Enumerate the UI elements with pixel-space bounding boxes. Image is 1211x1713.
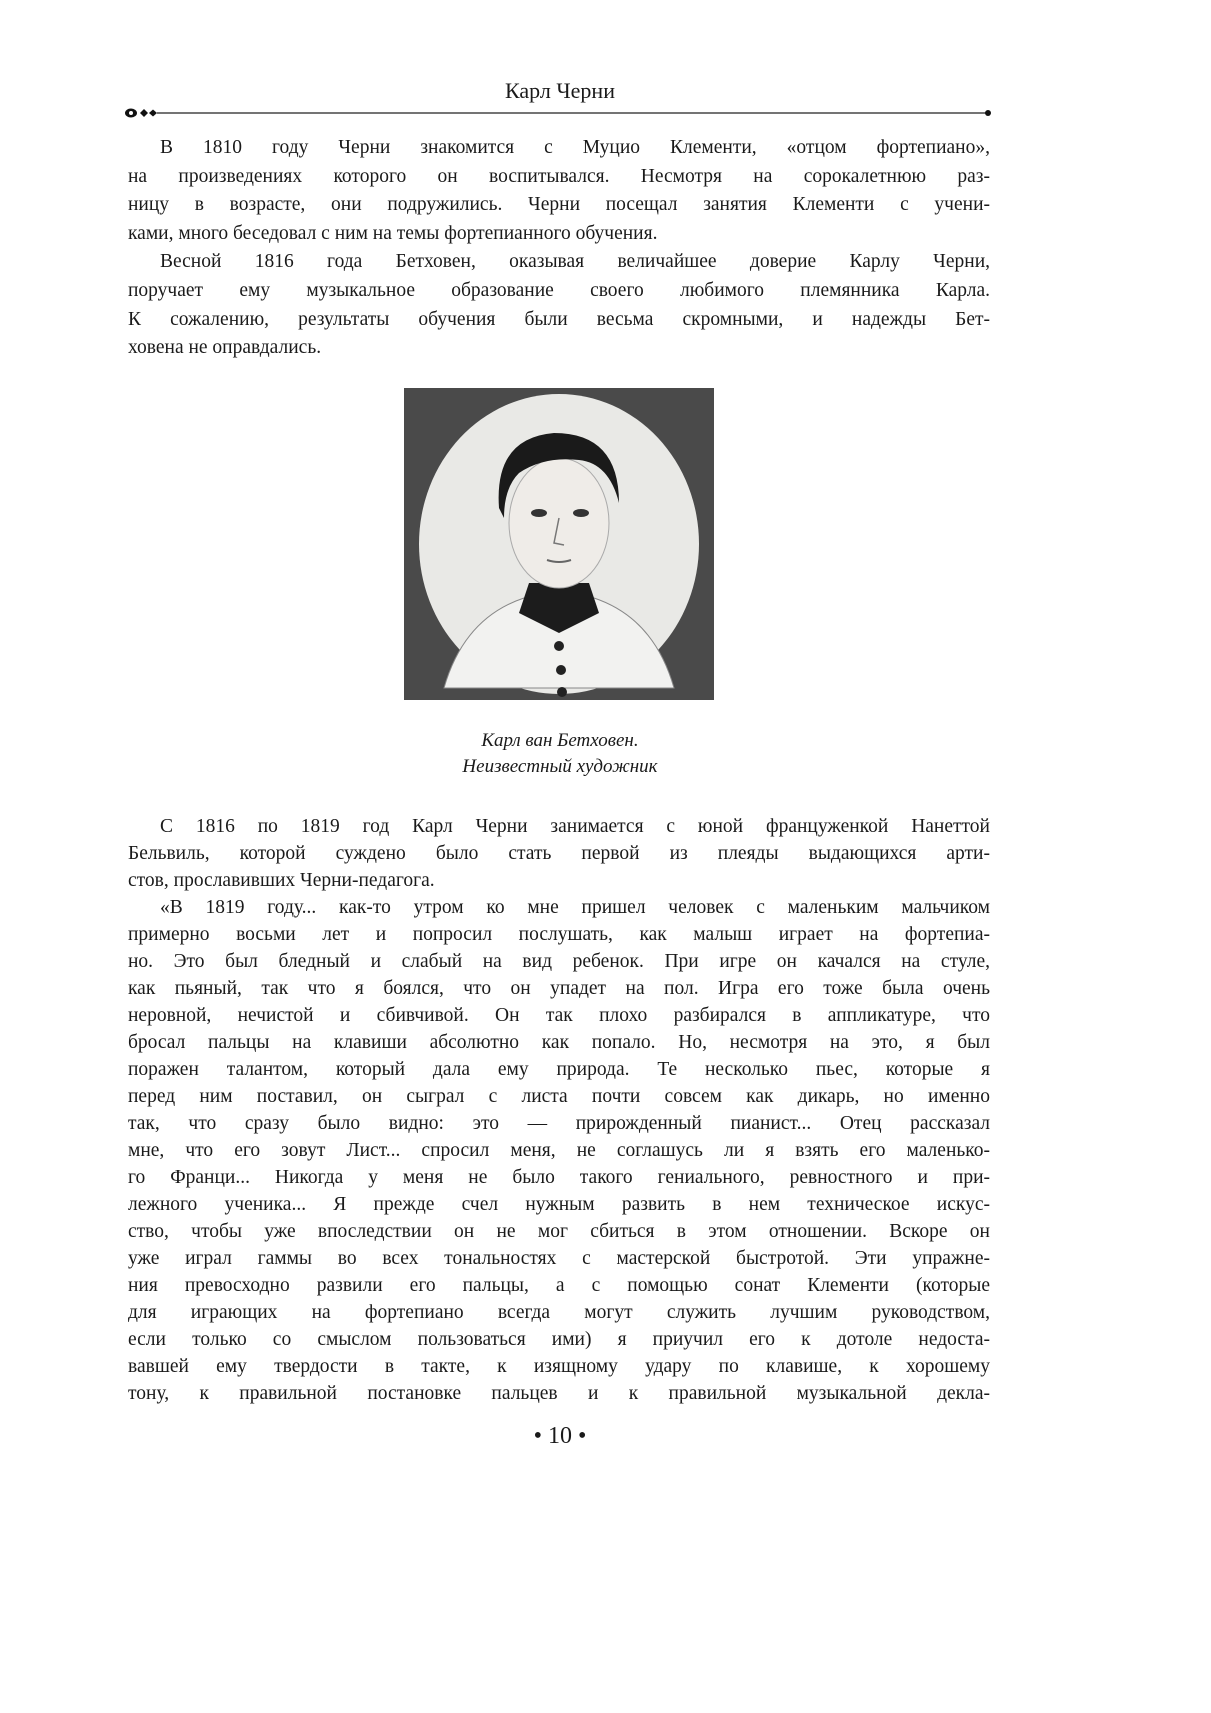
header-rule	[122, 106, 994, 120]
text-line: мне, что его зовут Лист... спросил меня, не соглашусь ли я взять его маленько-	[128, 1140, 990, 1161]
page-number: • 10 •	[533, 1423, 587, 1449]
text-line: но. Это был бледный и слабый на вид ребенок. При игре он качался на стуле,	[128, 951, 990, 972]
text-line: Бельвиль, которой суждено было стать первой из плеяды выдающихся арти-	[128, 843, 990, 864]
text-line: тону, к правильной постановке пальцев и к правильной музыкальной декла-	[128, 1383, 990, 1404]
text-line: бросал пальцы на клавиши абсолютно как попало. Но, несмотря на это, я был	[128, 1032, 990, 1053]
text-line: поражен талантом, который дала ему природа. Те несколько пьес, которые я	[128, 1059, 990, 1080]
text-line: ховена не оправдались.	[128, 337, 322, 359]
text-line: ницу в возрасте, они подружились. Черни посещал занятия Клементи с учени-	[128, 194, 990, 216]
ornament-icon	[125, 109, 157, 118]
text-line: как пьяный, так что я боялся, что он упадет на пол. Игра его тоже была очень	[128, 978, 990, 999]
text-line: поручает ему музыкальное образование своего любимого племянника Карла.	[128, 279, 990, 301]
text-line: уже играл гаммы во всех тональностях с мастерской быстротой. Эти упражне-	[128, 1248, 990, 1269]
text-line: если только со смыслом пользоваться ими) я приучил его к дотоле недоста-	[128, 1329, 990, 1350]
portrait-image	[404, 388, 714, 700]
text-line: С 1816 по 1819 год Карл Черни занимается с юной француженкой Нанеттой	[160, 816, 990, 837]
text-line: лежного ученика... Я прежде счел нужным развить в нем техническое искус-	[128, 1194, 990, 1215]
running-header: Карл Черни	[505, 78, 615, 103]
text-line: перед ним поставил, он сыграл с листа почти совсем как дикарь, но именно	[128, 1086, 990, 1107]
text-line: вавшей ему твердости в такте, к изящному удару по клавише, к хорошему	[128, 1356, 990, 1377]
text-line: го Франци... Никогда у меня не было такого гениального, ревностного и при-	[128, 1167, 990, 1188]
text-line: на произведениях которого он воспитывался. Несмотря на сорокалетнюю раз-	[128, 165, 990, 187]
caption-title: Карл ван Бетховен.	[481, 730, 639, 751]
text-line: ство, чтобы уже впоследствии он не мог сбиться в этом отношении. Вскоре он	[128, 1221, 990, 1242]
text-line: неровной, нечистой и сбивчивой. Он так плохо разбирался в аппликатуре, что	[128, 1005, 990, 1026]
text-line: Весной 1816 года Бетховен, оказывая величайшее доверие Карлу Черни,	[160, 251, 990, 273]
text-line: К сожалению, результаты обучения были весьма скромными, и надежды Бет-	[128, 308, 990, 330]
text-line: примерно восьми лет и попросил послушать, как малыш играет на фортепиа-	[128, 924, 990, 945]
text-line: «В 1819 году... как-то утром ко мне пришел человек с маленьким мальчиком	[160, 897, 990, 918]
text-line: стов, прославивших Черни-педагога.	[128, 870, 435, 891]
caption-artist: Неизвестный художник	[462, 756, 658, 777]
text-line: ками, много беседовал с ним на темы фортепианного обучения.	[128, 222, 658, 244]
text-line: так, что сразу было видно: это — прирожденный пианист... Отец рассказал	[128, 1113, 990, 1134]
text-line: для играющих на фортепиано всегда могут служить лучшим руководством,	[128, 1302, 990, 1323]
text-line: В 1810 году Черни знакомится с Муцио Клементи, «отцом фортепиано»,	[160, 137, 990, 158]
body-text-section-2	[128, 813, 990, 1407]
body-text-section-1	[128, 134, 990, 363]
figure-caption	[0, 728, 1120, 780]
text-line: ния превосходно развили его пальцы, а с помощью сонат Клементи (которые	[128, 1275, 990, 1296]
